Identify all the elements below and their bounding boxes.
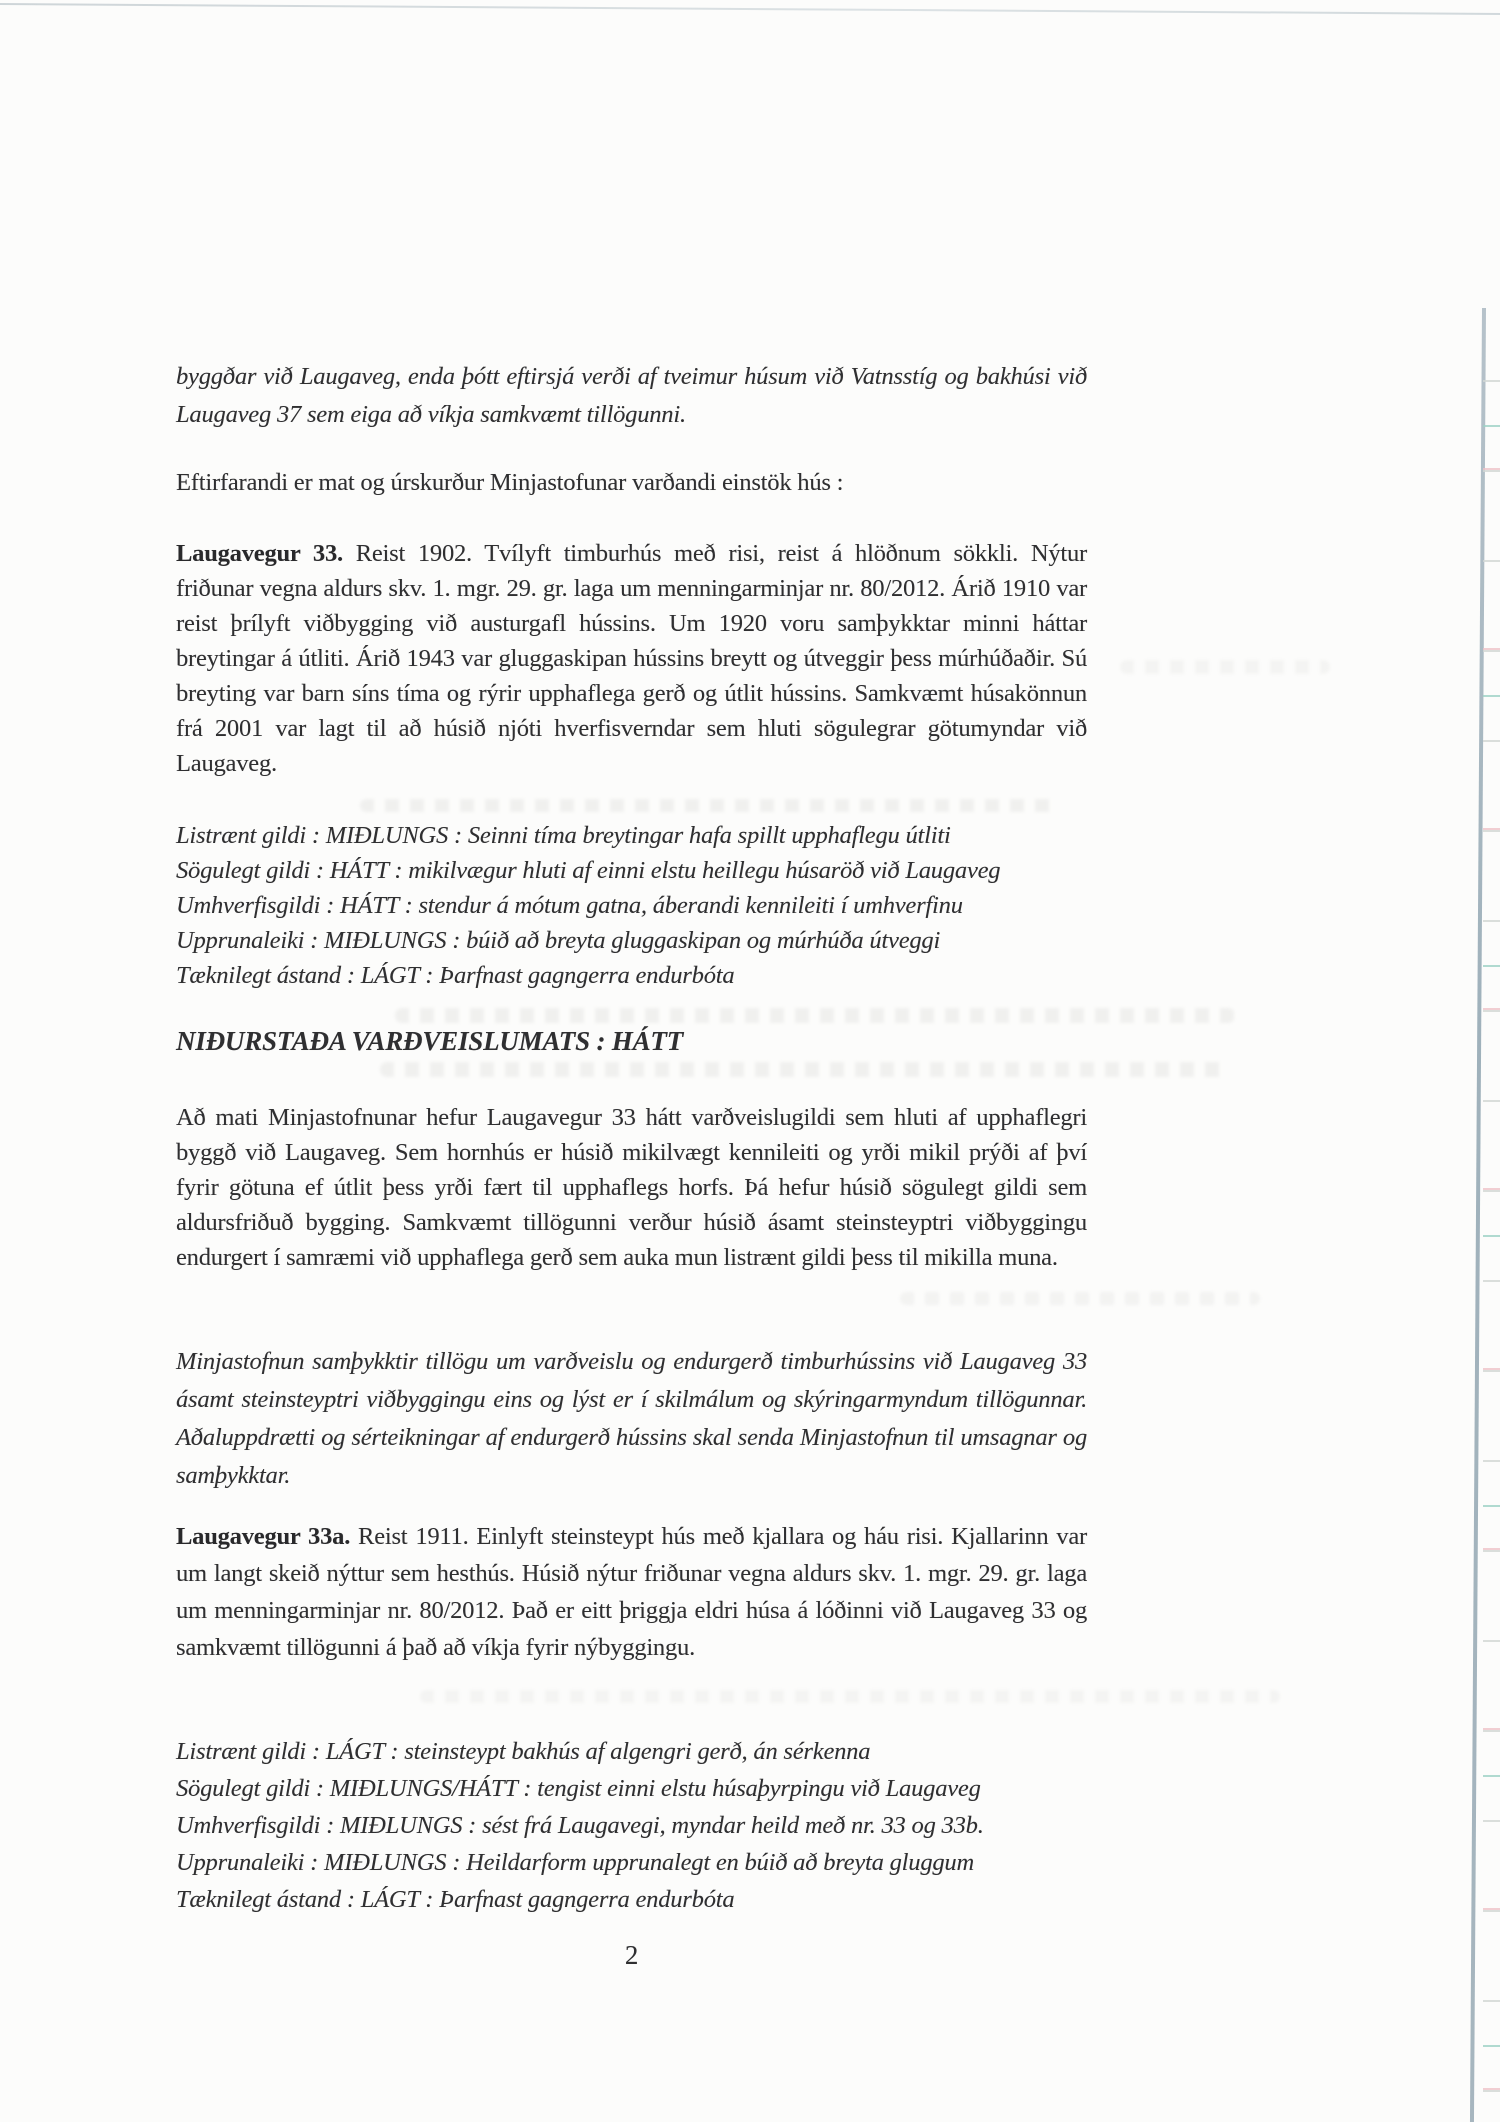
bleed-through-artifact — [1120, 660, 1330, 674]
bleed-through-artifact — [380, 1062, 1230, 1077]
criteria-line-historic: Sögulegt gildi : MIÐLUNGS/HÁTT : tengist einni elstu húsaþyrpingu við Laugaveg — [176, 1775, 981, 1802]
scan-ruled-paper-edge — [1483, 336, 1500, 2122]
conclusion-heading: NIÐURSTAÐA VARÐVEISLUMATS : HÁTT — [176, 1026, 683, 1056]
house-33-criteria — [176, 818, 1087, 993]
intro-line: Eftirfarandi er mat og úrskurður Minjastofunar varðandi einstök hús : — [176, 469, 844, 496]
decision-paragraph: Minjastofnun samþykktir tillögu um varðveislu og endurgerð timburhússins við Laugaveg 33 ásamt steinsteyptri viðbyggingu eins og lýst er í skilmálum og skýringarmyndum tillögunnar. Aðaluppdrætti og sérteikningar af endurgerð hússins skal senda Minjastofnun til umsagnar og samþykktar. — [176, 1348, 1087, 1489]
criteria-line-artistic: Listrænt gildi : MIÐLUNGS : Seinni tíma breytingar hafa spillt upphaflegu útliti — [176, 822, 951, 849]
bleed-through-artifact — [360, 799, 1060, 812]
criteria-line-technical: Tæknilegt ástand : LÁGT : Þarfnast gagngerra endurbóta — [176, 962, 735, 989]
house-33a-criteria — [176, 1733, 1087, 1918]
criteria-line-historic: Sögulegt gildi : HÁTT : mikilvægur hluti af einni elstu heillegu húsaröð við Laugaveg — [176, 857, 1001, 884]
scan-top-edge-artifact — [0, 3, 1500, 15]
continuation-paragraph: byggðar við Laugaveg, enda þótt eftirsjá verði af tveimur húsum við Vatnsstíg og bakhúsi við Laugaveg 37 sem eiga að víkja samkvæmt tillögunni. — [176, 363, 1087, 428]
house-33-paragraph — [176, 536, 1087, 781]
criteria-line-artistic: Listrænt gildi : LÁGT : steinsteypt bakhús af algengri gerð, án sérkenna — [176, 1738, 871, 1765]
criteria-line-technical: Tæknilegt ástand : LÁGT : Þarfnast gagngerra endurbóta — [176, 1886, 735, 1913]
criteria-line-originality: Upprunaleiki : MIÐLUNGS : Heildarform upprunalegt en búið að breyta gluggum — [176, 1849, 974, 1876]
assessment-paragraph: Að mati Minjastofnunar hefur Laugavegur 33 hátt varðveislugildi sem hluti af upphaflegri byggð við Laugaveg. Sem hornhús er húsið mikilvægt kennileiti og yrði mikil prýði af því fyrir götuna ef útlit þess yrði fært til upphaflegs horfs. Þá hefur húsið sögulegt gildi sem aldursfriðuð bygging. Samkvæmt tillögunni verður húsið ásamt steinsteyptri viðbyggingu endurgert í samræmi við upphaflega gerð sem auka mun listrænt gildi þess til mikilla muna. — [176, 1104, 1087, 1271]
bleed-through-artifact — [900, 1292, 1260, 1305]
house-33a-paragraph — [176, 1518, 1087, 1666]
criteria-line-originality: Upprunaleiki : MIÐLUNGS : búið að breyta gluggaskipan og múrhúða útveggi — [176, 927, 941, 954]
house-33a-name: Laugavegur 33a. — [176, 1523, 351, 1550]
bleed-through-artifact — [420, 1690, 1280, 1703]
house-33-name: Laugavegur 33. — [176, 540, 343, 567]
house-33a-description: Reist 1911. Einlyft steinsteypt hús með kjallara og háu risi. Kjallarinn var um langt skeið nýttur sem hesthús. Húsið nýtur friðunar vegna aldurs skv. 1. mgr. 29. gr. laga um menningarminjar nr. 80/2012. Það er eitt þriggja eldri húsa á lóðinni við Laugaveg 33 og samkvæmt tillögunni á það að víkja fyrir nýbyggingu. — [176, 1523, 1087, 1661]
criteria-line-environment: Umhverfisgildi : MIÐLUNGS : sést frá Laugavegi, myndar heild með nr. 33 og 33b. — [176, 1812, 984, 1839]
criteria-line-environment: Umhverfisgildi : HÁTT : stendur á mótum gatna, áberandi kennileiti í umhverfinu — [176, 892, 963, 919]
house-33-description: Reist 1902. Tvílyft timburhús með risi, reist á hlöðnum sökkli. Nýtur friðunar vegna aldurs skv. 1. mgr. 29. gr. laga um menningarminjar nr. 80/2012. Árið 1910 var reist þrílyft viðbygging við austurgafl hússins. Um 1920 voru samþykktar minni háttar breytingar á útliti. Árið 1943 var gluggaskipan hússins breytt og útveggir þess múrhúðaðir. Sú breyting var barn síns tíma og rýrir upphaflega gerð og útlit hússins. Samkvæmt húsakönnun frá 2001 var lagt til að húsið njóti hverfisverndar sem hluti sögulegrar götumyndar við Laugaveg. — [176, 540, 1087, 777]
bleed-through-artifact — [395, 1008, 1235, 1023]
page-number: 2 — [624, 1940, 639, 1970]
